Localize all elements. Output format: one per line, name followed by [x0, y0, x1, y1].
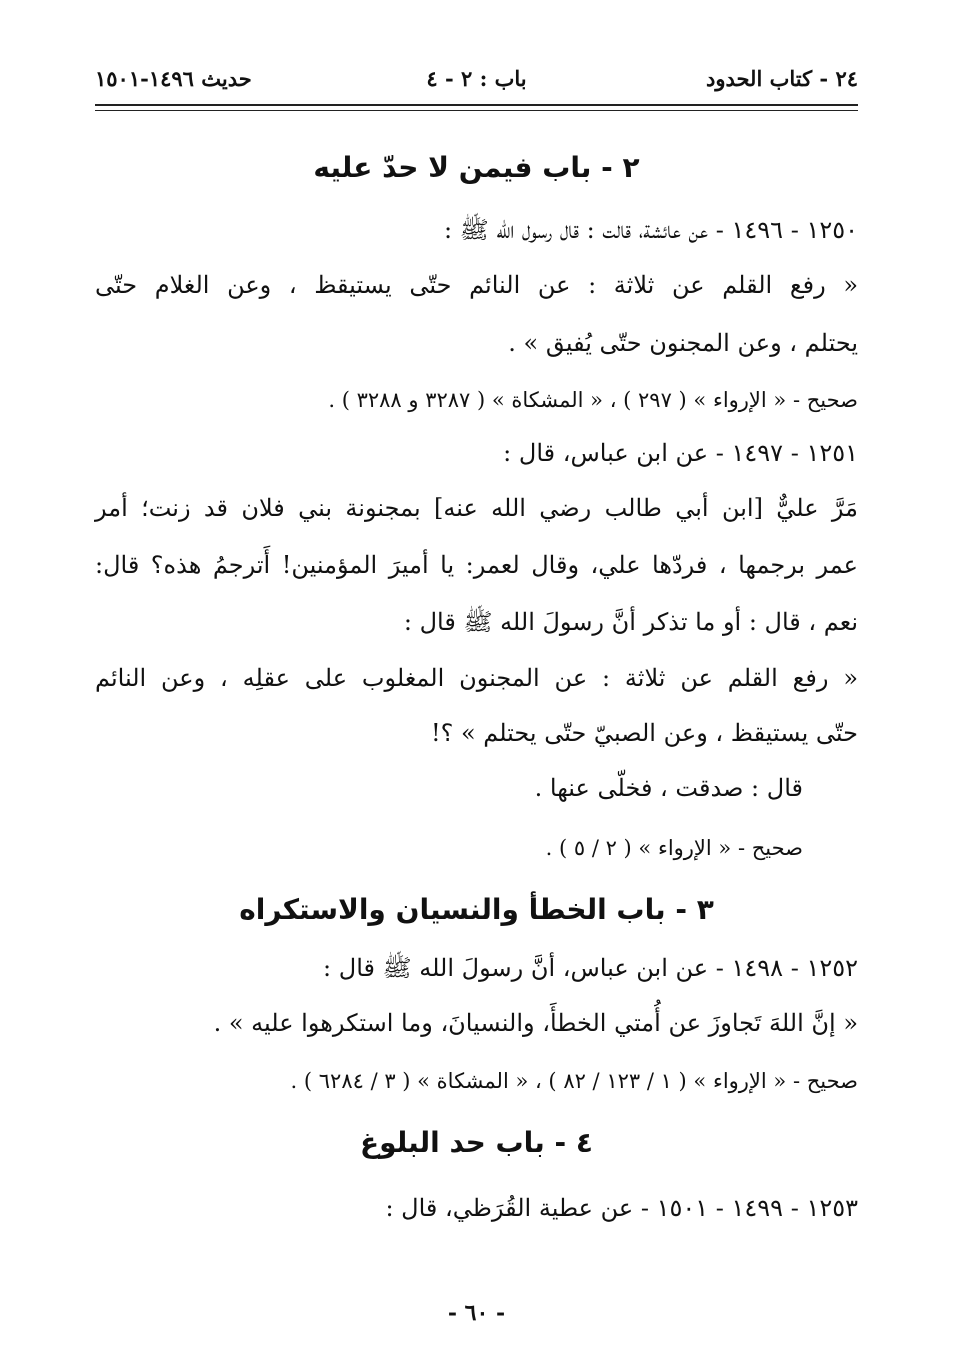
section-range: باب : ٢ - ٤ — [426, 66, 527, 91]
section-heading: ٢ - باب فيمن لا حدّ عليه — [313, 151, 640, 184]
hadith-text-line: عمر برجمها ، فردّها علي، وقال لعمر: يا أميرَ المؤمنين! أَترجمُ هذه؟ قال: — [95, 551, 858, 579]
hadith-text-line: نعم ، قال : أو ما تذكر أنَّ رسولَ الله ﷺ قال : — [403, 608, 858, 636]
grading-reference: صحيح - « الإرواء » ( ١ / ١٢٣ / ٨٢ ) ، « المشكاة » ( ٣ / ٦٢٨٤ ) . — [290, 1069, 858, 1093]
hadith-intro: ١٢٥٣ - ١٤٩٩ - ١٥٠١ - عن عطية القُرَظي، قال : — [385, 1194, 858, 1222]
hadith-text-line: قال : صدقت ، فخلّى عنها . — [534, 774, 803, 802]
hadith-text-line: حتّى يستيقظ ، وعن الصبيّ حتّى يحتلم » ؟! — [430, 719, 858, 747]
hadith-text-line: « إنَّ اللهَ تَجاوزَ عن أُمتي الخطأَ، والنسيانَ، وما استكرهوا عليه » . — [213, 1009, 858, 1037]
section-heading: ٤ - باب حد البلوغ — [360, 1126, 593, 1159]
hadith-range: حديث ١٤٩٦-١٥٠١ — [95, 66, 252, 91]
header-rule-thick — [95, 104, 858, 106]
hadith-intro: ١٢٥١ - ١٤٩٧ - عن ابن عباس، قال : — [503, 439, 858, 467]
hadith-intro: ١٢٥٠ - ١٤٩٦ - عن عائشة، قالت : قال رسول الله ﷺ : — [443, 216, 858, 244]
section-heading: ٣ - باب الخطأ والنسيان والاستكراه — [239, 893, 714, 926]
chapter-title: ٢٤ - كتاب الحدود — [705, 66, 858, 91]
header-rule-thin — [95, 110, 858, 111]
hadith-text-line: مَرَّ عليٌّ [ابن أبي طالب رضي الله عنه] بمجنونة بني فلان قد زنت؛ أمر — [95, 494, 858, 522]
page-number: - ٦٠ - — [447, 1300, 506, 1326]
hadith-text-line: يحتلم ، وعن المجنون حتّى يُفيق » . — [508, 329, 858, 357]
grading-reference: صحيح - « الإرواء » ( ٢ / ٥ ) . — [545, 836, 803, 860]
running-header — [95, 66, 858, 100]
grading-reference: صحيح - « الإرواء » ( ٢٩٧ ) ، « المشكاة » ( ٣٢٨٧ و ٣٢٨٨ ) . — [328, 388, 858, 412]
hadith-intro: ١٢٥٢ - ١٤٩٨ - عن ابن عباس، أنَّ رسولَ الله ﷺ قال : — [323, 954, 858, 982]
hadith-text-line: « رفع القلم عن ثلاثة : عن المجنون المغلوب على عقلِه ، وعن النائم — [95, 664, 858, 692]
hadith-text-line: « رفع القلم عن ثلاثة : عن النائم حتّى يستيقظ ، وعن الغلام حتّى — [95, 271, 858, 299]
